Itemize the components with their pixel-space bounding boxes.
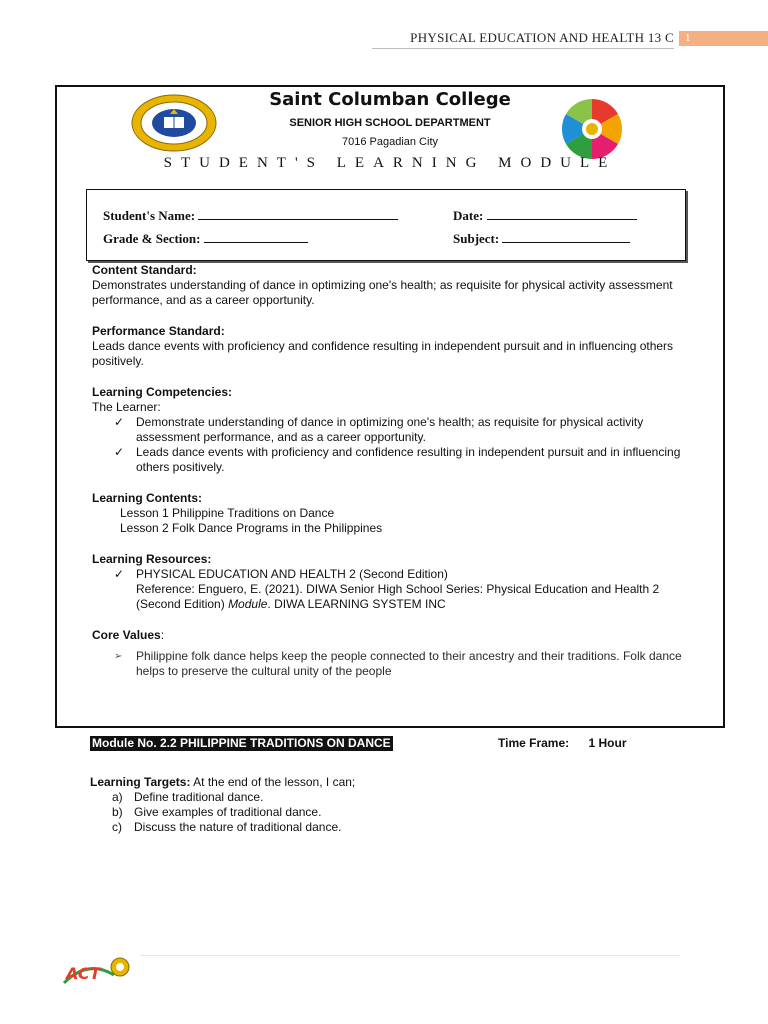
content-standard-heading: Content Standard: xyxy=(92,263,197,277)
learning-target-item xyxy=(90,805,690,820)
learning-resources-heading: Learning Resources: xyxy=(92,552,212,566)
target-letter: c) xyxy=(112,820,122,834)
module-content xyxy=(92,263,702,679)
competency-text: Demonstrate understanding of dance in optimizing one's health; as requisite for physical activity assessment performance, and as a career opportunity. xyxy=(136,415,644,444)
page-number-badge: 1 xyxy=(679,31,768,46)
target-letter: b) xyxy=(112,805,123,819)
footer-rule xyxy=(140,955,680,956)
core-values-heading: Core Values: xyxy=(92,628,165,642)
checkmark-icon: ✓ xyxy=(114,415,125,429)
subject-field[interactable] xyxy=(453,230,630,247)
act-logo-text: ACT xyxy=(66,964,101,983)
grade-section-label: Grade & Section: xyxy=(103,231,201,246)
time-frame-label: Time Frame: xyxy=(498,736,570,750)
target-letter: a) xyxy=(112,790,123,804)
performance-standard-heading: Performance Standard: xyxy=(92,324,225,338)
core-value-item xyxy=(92,649,702,679)
competency-item xyxy=(92,415,702,445)
student-name-label: Student's Name: xyxy=(103,208,196,223)
resource-item xyxy=(92,567,702,582)
module-cover-box xyxy=(55,85,725,728)
competency-item xyxy=(92,445,702,475)
grade-section-field[interactable] xyxy=(103,230,308,247)
department-name: SENIOR HIGH SCHOOL DEPARTMENT xyxy=(289,117,491,129)
learning-target-item xyxy=(90,820,690,835)
college-name: Saint Columban College xyxy=(269,89,511,110)
checkmark-icon: ✓ xyxy=(114,445,125,459)
learning-contents-heading: Learning Contents: xyxy=(92,491,202,505)
time-frame-value: 1 Hour xyxy=(588,736,627,750)
arrow-bullet-icon: ➢ xyxy=(114,651,123,662)
learning-targets-intro: At the end of the lesson, I can; xyxy=(190,775,356,789)
learning-target-item xyxy=(90,790,690,805)
module-number-label: Module No. 2.2 PHILIPPINE TRADITIONS ON DANCE xyxy=(92,736,391,750)
subject-line[interactable] xyxy=(502,230,630,243)
reference-text: Reference: Enguero, E. (2021). DIWA Senior High School Series: Physical Education and Health 2 (Second Edition) xyxy=(136,582,660,611)
grade-section-line[interactable] xyxy=(204,230,308,243)
reference-italic: Module xyxy=(228,597,268,611)
module-title: STUDENT'S LEARNING MODULE xyxy=(163,155,617,171)
checkmark-icon: ✓ xyxy=(114,567,125,581)
college-city: 7016 Pagadian City xyxy=(341,136,438,148)
competencies-intro: The Learner: xyxy=(92,400,161,414)
lesson-item: Lesson 2 Folk Dance Programs in the Philippines xyxy=(120,521,383,535)
learning-targets xyxy=(90,775,690,790)
lesson-item: Lesson 1 Philippine Traditions on Dance xyxy=(120,506,335,520)
date-field[interactable] xyxy=(453,207,637,224)
learning-competencies-heading: Learning Competencies: xyxy=(92,385,233,399)
student-name-field[interactable] xyxy=(103,207,398,224)
target-text: Give examples of traditional dance. xyxy=(134,805,322,819)
target-text: Discuss the nature of traditional dance. xyxy=(134,820,342,834)
learning-targets-heading: Learning Targets: xyxy=(90,775,191,789)
performance-standard-text: Leads dance events with proficiency and confidence resulting in independent pursuit and in influencing others positively. xyxy=(92,339,674,368)
student-name-line[interactable] xyxy=(198,207,398,220)
resource-reference xyxy=(92,582,702,612)
date-line[interactable] xyxy=(487,207,637,220)
reference-publisher: . DIWA LEARNING SYSTEM INC xyxy=(267,597,446,611)
act-footer-logo xyxy=(58,953,134,987)
header-rule xyxy=(372,48,674,49)
running-header-title: PHYSICAL EDUCATION AND HEALTH 13 C xyxy=(410,30,674,45)
core-value-text: Philippine folk dance helps keep the people connected to their ancestry and their traditions. Folk dance helps to preserve the cultural unity of the people xyxy=(136,649,682,678)
competency-text: Leads dance events with proficiency and confidence resulting in independent pursuit and in influencing others positively. xyxy=(136,445,681,474)
date-label: Date: xyxy=(453,208,484,223)
subject-label: Subject: xyxy=(453,231,500,246)
student-info-box xyxy=(86,189,686,261)
content-standard-text: Demonstrates understanding of dance in optimizing one's health; as requisite for physical activity assessment performance, and as a career opportunity. xyxy=(92,278,673,307)
target-text: Define traditional dance. xyxy=(134,790,264,804)
learning-target-list xyxy=(90,790,690,835)
module-details xyxy=(90,736,690,835)
resource-title: PHYSICAL EDUCATION AND HEALTH 2 (Second Edition) xyxy=(136,567,448,581)
time-frame xyxy=(498,736,627,751)
